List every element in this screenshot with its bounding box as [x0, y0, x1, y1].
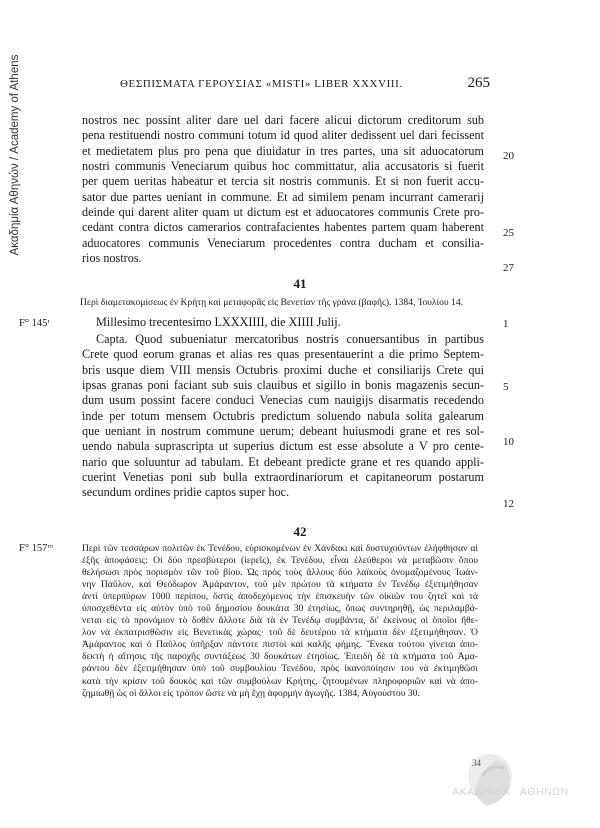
text-line: que ueniant in nostrum commune uerum; debeant huiusmodi grane et res sol- [82, 424, 484, 439]
athena-head-icon [460, 746, 530, 816]
text-line: inde per totum mensem Octubris predictum soluendo nabula solita galearum [82, 408, 484, 423]
text-line: ράντου δὲν ἐξετιμήθησαν ὑπὸ τοῦ συμβουλίου Τενέδου, πρὸς ἱκανοποίησιν του νὰ ἐκτιμηθῶσι [82, 663, 478, 675]
header-title: ΘΕΣΠΙΣΜΑΤΑ ΓΕΡΟΥΣΙΑΣ «MISTI» LIBER XXXVIII. [120, 78, 403, 90]
section-number-41: 41 [293, 276, 307, 291]
text-line: aduocatores communis Veneciarum procedentes contra ducham et consilia- [82, 235, 484, 250]
date-line [96, 315, 484, 330]
text-line: rios nostros. [82, 251, 142, 266]
section-number-42: 42 [293, 524, 307, 539]
text-line: ἀντὶ ὑπερπύρων 1000 περίπου, ὅστις ἀποδεχόμενος τὴν ἐπισκευὴν τῶν οἰκιῶν του ζητεῖ καὶ τὰ [82, 591, 478, 603]
text-line: secundum ordines pridie captos super hoc. [82, 485, 290, 500]
watermark-text-right: ΑΘΗΝΩΝ [520, 786, 569, 798]
line-number: 10 [503, 436, 514, 448]
folio-reference: F° 145ʳ [19, 318, 50, 329]
text-line: ἑξῆς ἀποφάσεις: Οἱ δύο πρεσβύτεροι (ἱερεῖς), ἐκ Τενέδου, εἶναι ἐλεύθεροι νὰ μεταβῶσιν ὅπου [82, 555, 478, 567]
section-41-summary: Περὶ διαμετακομίσεως ἐν Κρήτῃ καὶ μεταφορᾶς εἰς Βενετίαν τῆς γράνα (βαφῆς). 1384, Ἰουλίου 14. [80, 297, 464, 308]
text-line: κατὰ τὴν κρίσιν τοῦ δουκὸς καὶ τῶν συμβούλων Κρήτης, ζητουμένων πληροφοριῶν καὶ νὰ ἀπο- [82, 675, 478, 687]
text-line: deinde qui darent aliter quam ut dictum est et aduocatores communis Crete pro- [82, 205, 484, 220]
watermark-text-left: ΑΚΑΔΗΜΙΑ [452, 786, 511, 798]
folio-reference: F° 157ʳᵒ [19, 543, 53, 554]
text-line: ὑποσχεθέντα εἰς αὐτὸν ὑπὸ τοῦ δημοσίου δουκάτα 30 ἐτησίως, ὅπως συντηρηθῇ, ὡς περιλαμβά- [82, 603, 478, 615]
text-line: δεκτὴ ἡ αἴτησις τῆς παροχῆς συντάξεως 30 δουκάτων ἐτησίως. Ἐπειδὴ δὲ τὰ κτήματα τοῦ Ἀμα- [82, 651, 478, 663]
line-number: 1 [503, 318, 509, 330]
date-line-text: Millesimo trecentesimo LXXXIIII, die XIIII Julij. [96, 315, 341, 329]
text-line: ipsas granas poni faciant sub suis clauibus et sigillo in bonis magazenis secun- [82, 378, 484, 393]
archive-credit-text: Ακαδημία Αθηνών / Academy of Athens [9, 54, 21, 256]
text-line: dum usum possint facere conduci Venecias cum nauigijs disarmatis recedendo [82, 393, 484, 408]
text-line: νεται εἰς τὸ προνόμιον τὸ δοθὲν ἄλλοτε διὰ τὰ ἐν Τενέδῳ συμβάντα, δι' ἐκείνους οἱ ὁποῖοι ἤθε- [82, 615, 478, 627]
text-line: nostros nec possint aliter dare uel dari facere alicui dictorum creditorum sub [82, 113, 484, 127]
archive-credit [4, 40, 26, 270]
running-header [120, 75, 490, 91]
text-line: uendo nabula suprascripta ut superius dictum est esse absolute a V pro cente- [82, 439, 484, 454]
academy-watermark [452, 746, 572, 816]
line-number: 20 [503, 150, 514, 162]
continuation-text [82, 113, 484, 266]
text-line: bris usque diem VIII mensis Octubris proximi duche et consiliarijs Crete qui [82, 362, 484, 377]
text-line: θελήσωσι πρὸς πορισμὸν τῶν τοῦ βίου. Ὡς πρὸς τοὺς ἄλλους δύο λαϊκοὺς ὀνομαζομένους Ἰωάν- [82, 567, 478, 579]
text-line: λον νὰ ἐκπατρισθῶσιν εἰς Βενετικὰς χώρας· τοῦ δὲ δευτέρου τὰ κτήματα δὲν ἐξετιμήθησαν. Ὁ [82, 627, 478, 639]
text-line: νην Παῦλον, καὶ Θεόδωρον Ἀμάραντον, τοῦ μὲν πρώτου τὰ κτήματα ἐν Τενέδῳ ἐξετιμήθησαν [82, 579, 478, 591]
text-line: sator due partes ueniant in commune. Et ad similem penam incurrant camerarij [82, 189, 484, 204]
line-number: 5 [503, 381, 509, 393]
line-number: 27 [503, 262, 514, 274]
line-number: 25 [503, 227, 514, 239]
text-line: Περὶ τῶν τεσσάρων πολιτῶν ἐκ Τενέδου, εὑρισκομένων ἐν Χάνδακι καὶ δυστυχούντων ἐλήφθησαν αἱ [82, 543, 478, 554]
text-line: per quem ueritas habeatur et tercia sit nostris communis. Et si non fuerit accu- [82, 174, 484, 189]
text-line: cedant contra dictos camerarios contrafacientes habentes partem quam haberent [82, 220, 484, 235]
text-line: Crete quod eorum granas et alias res quas presentauerint a die primo Septem- [82, 347, 484, 362]
text-line: ζημιωθῇ ὡς οἱ ἄλλοι εἰς τρόπον ὥστε νὰ μὴ ἔχῃ ἀφορμὴν ἀγωγῆς. 1384, Αὐγούστου 30. [82, 687, 420, 699]
page-signature: 34 [472, 758, 481, 768]
text-line: Capta. Quod subueniatur mercatoribus nostris conuersantibus in partibus [96, 332, 484, 346]
text-line: cuerint Venetias poni sub bulla extraordinariorum et capitaneorum postarum [82, 470, 484, 485]
text-line: pena restituendi nostro communi totum id quod aliter dedissent uel dari fecissent [82, 128, 484, 143]
line-number: 12 [503, 498, 514, 510]
section-42-summary [82, 543, 478, 700]
text-line: et medietatem plus pro pena que diuidatur in tres partes, una sit aduocatorum [82, 143, 484, 158]
text-line: nostri communis Veneciarum quibus hoc committatur, alia accusatoris si fuerit [82, 159, 484, 174]
section-41-body [82, 332, 484, 501]
page-number: 265 [467, 75, 490, 91]
text-line: nario que soluuntur ad tabulam. Et debeant predicte grane et res quando appli- [82, 454, 484, 469]
text-line: Ἀμάραντος καὶ ὁ Παῦλος ὑπῆρξαν πάντοτε πιστοὶ καὶ καλῆς φήμης. Ἕνεκα τούτου γίνεται ἀπο- [82, 639, 478, 651]
